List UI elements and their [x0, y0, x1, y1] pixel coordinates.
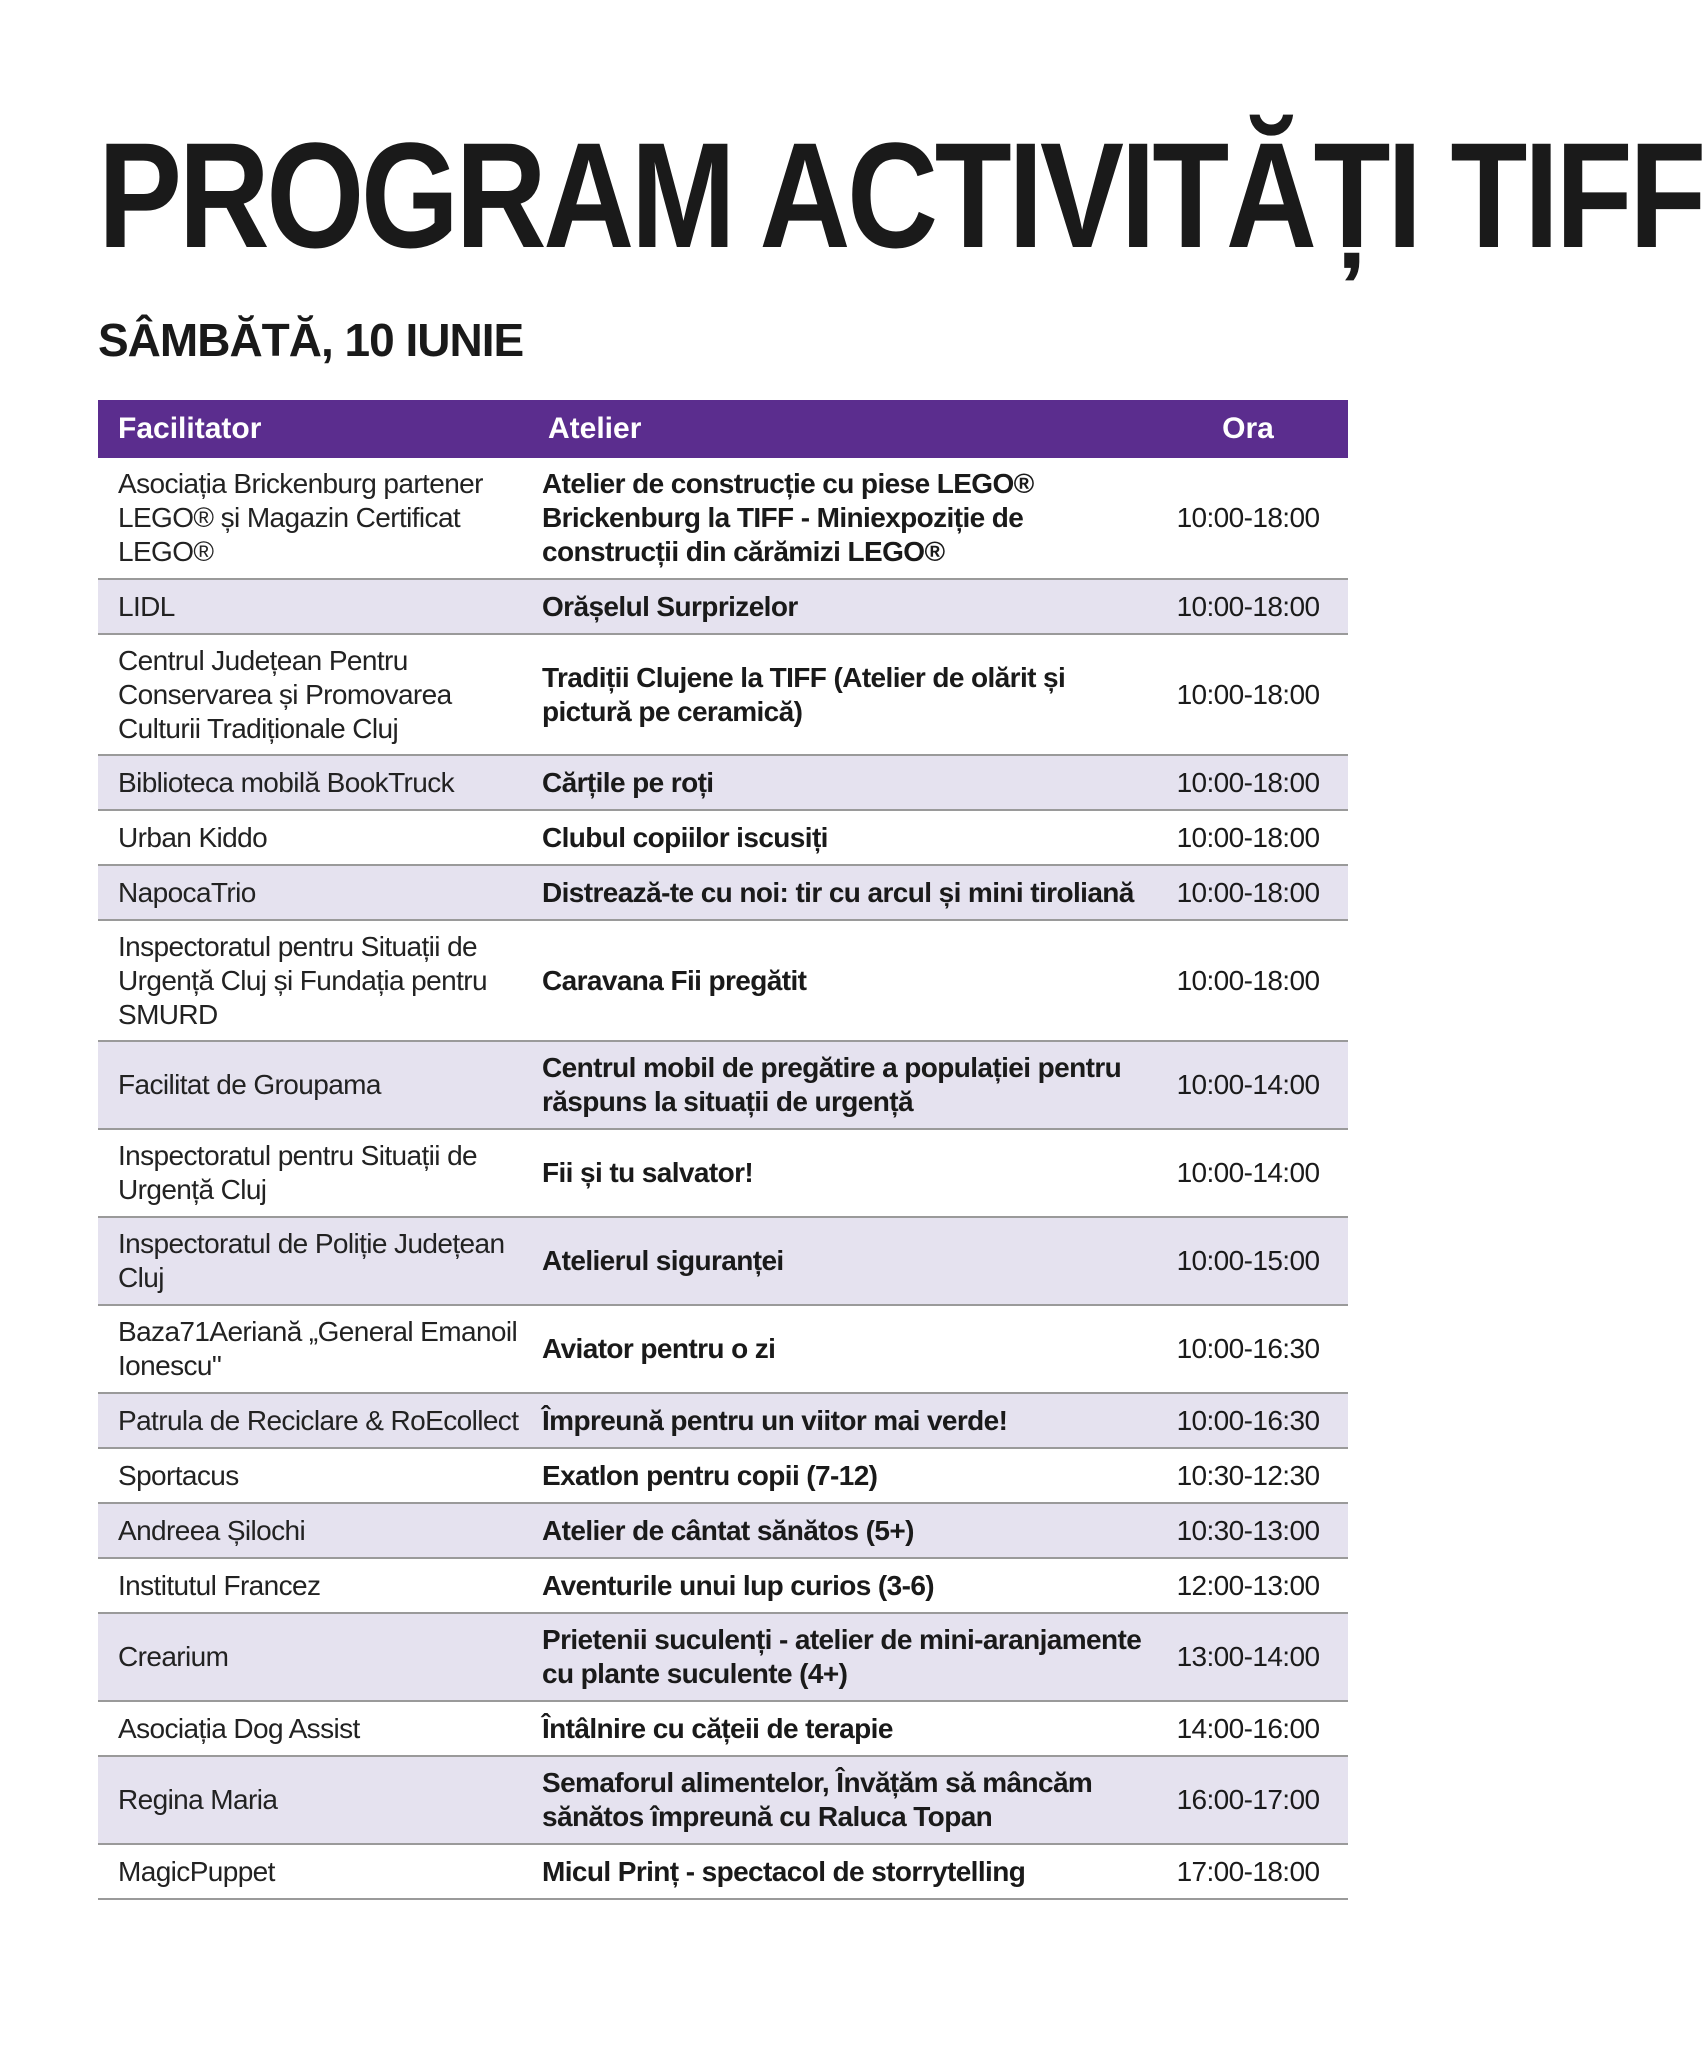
table-row — [98, 920, 1348, 1041]
table-row — [98, 755, 1348, 810]
time-cell: 10:00-18:00 — [1148, 755, 1348, 810]
atelier-cell: Prietenii suculenți - atelier de mini-aranjamente cu plante suculente (4+) — [528, 1613, 1148, 1701]
table-row — [98, 1448, 1348, 1503]
time-cell: 10:00-15:00 — [1148, 1217, 1348, 1305]
table-row — [98, 1701, 1348, 1756]
table-row — [98, 1613, 1348, 1701]
atelier-cell: Întâlnire cu cățeii de terapie — [528, 1701, 1148, 1756]
facilitator-cell: Andreea Șilochi — [98, 1503, 528, 1558]
facilitator-cell: LIDL — [98, 579, 528, 634]
atelier-cell: Distrează-te cu noi: tir cu arcul și mini tiroliană — [528, 865, 1148, 920]
facilitator-cell: Inspectoratul de Poliție Județean Cluj — [98, 1217, 528, 1305]
time-cell: 10:00-14:00 — [1148, 1041, 1348, 1129]
atelier-cell: Aviator pentru o zi — [528, 1305, 1148, 1393]
table-row — [98, 1503, 1348, 1558]
atelier-cell: Caravana Fii pregătit — [528, 920, 1148, 1041]
table-row — [98, 1756, 1348, 1844]
atelier-cell: Centrul mobil de pregătire a populației pentru răspuns la situații de urgență — [528, 1041, 1148, 1129]
time-cell: 10:00-16:30 — [1148, 1393, 1348, 1448]
table-row — [98, 1217, 1348, 1305]
time-cell: 10:30-12:30 — [1148, 1448, 1348, 1503]
facilitator-cell: Asociația Brickenburg partener LEGO® și Magazin Certificat LEGO® — [98, 458, 528, 579]
time-cell: 10:00-18:00 — [1148, 865, 1348, 920]
facilitator-cell: Inspectoratul pentru Situații de Urgență Cluj și Fundația pentru SMURD — [98, 920, 528, 1041]
page-title: PROGRAM ACTIVITĂȚI TIFF — [98, 111, 1703, 279]
time-cell: 10:00-18:00 — [1148, 810, 1348, 865]
facilitator-cell: Facilitat de Groupama — [98, 1041, 528, 1129]
time-cell: 16:00-17:00 — [1148, 1756, 1348, 1844]
atelier-cell: Fii și tu salvator! — [528, 1129, 1148, 1217]
time-cell: 13:00-14:00 — [1148, 1613, 1348, 1701]
facilitator-cell: Urban Kiddo — [98, 810, 528, 865]
time-cell: 14:00-16:00 — [1148, 1701, 1348, 1756]
table-row — [98, 1393, 1348, 1448]
facilitator-cell: Crearium — [98, 1613, 528, 1701]
table-row — [98, 1129, 1348, 1217]
facilitator-cell: Sportacus — [98, 1448, 528, 1503]
schedule-table — [98, 400, 1348, 1900]
atelier-cell: Cărțile pe roți — [528, 755, 1148, 810]
facilitator-cell: Baza71Aeriană „General Emanoil Ionescu" — [98, 1305, 528, 1393]
facilitator-cell: Patrula de Reciclare & RoEcollect — [98, 1393, 528, 1448]
atelier-cell: Clubul copiilor iscusiți — [528, 810, 1148, 865]
time-cell: 10:00-18:00 — [1148, 920, 1348, 1041]
table-row — [98, 1558, 1348, 1613]
atelier-cell: Tradiții Clujene la TIFF (Atelier de olărit și pictură pe ceramică) — [528, 634, 1148, 755]
time-cell: 12:00-13:00 — [1148, 1558, 1348, 1613]
column-header-facilitator: Facilitator — [118, 412, 262, 445]
table-row — [98, 1305, 1348, 1393]
table-row — [98, 634, 1348, 755]
table-row — [98, 810, 1348, 865]
time-cell: 17:00-18:00 — [1148, 1844, 1348, 1899]
atelier-cell: Aventurile unui lup curios (3-6) — [528, 1558, 1148, 1613]
atelier-cell: Exatlon pentru copii (7-12) — [528, 1448, 1148, 1503]
atelier-cell: Semaforul alimentelor, Învățăm să mâncăm sănătos împreună cu Raluca Topan — [528, 1756, 1148, 1844]
facilitator-cell: Regina Maria — [98, 1756, 528, 1844]
date-heading: SÂMBĂTĂ, 10 IUNIE — [98, 314, 524, 366]
table-header-row — [98, 400, 1348, 458]
table-row — [98, 1844, 1348, 1899]
time-cell: 10:30-13:00 — [1148, 1503, 1348, 1558]
table-row — [98, 579, 1348, 634]
atelier-cell: Micul Prinț - spectacol de storrytelling — [528, 1844, 1148, 1899]
facilitator-cell: Centrul Județean Pentru Conservarea și Promovarea Culturii Tradiționale Cluj — [98, 634, 528, 755]
table-row — [98, 458, 1348, 579]
facilitator-cell: Institutul Francez — [98, 1558, 528, 1613]
facilitator-cell: Inspectoratul pentru Situații de Urgență Cluj — [98, 1129, 528, 1217]
column-header-atelier: Atelier — [548, 412, 642, 445]
atelier-cell: Atelier de construcție cu piese LEGO® Brickenburg la TIFF - Miniexpoziție de construcții din cărămizi LEGO® — [528, 458, 1148, 579]
time-cell: 10:00-14:00 — [1148, 1129, 1348, 1217]
table-row — [98, 865, 1348, 920]
facilitator-cell: NapocaTrio — [98, 865, 528, 920]
time-cell: 10:00-18:00 — [1148, 634, 1348, 755]
time-cell: 10:00-18:00 — [1148, 579, 1348, 634]
atelier-cell: Atelierul siguranței — [528, 1217, 1148, 1305]
atelier-cell: Orășelul Surprizelor — [528, 579, 1148, 634]
atelier-cell: Împreună pentru un viitor mai verde! — [528, 1393, 1148, 1448]
atelier-cell: Atelier de cântat sănătos (5+) — [528, 1503, 1148, 1558]
facilitator-cell: Asociația Dog Assist — [98, 1701, 528, 1756]
column-header-ora: Ora — [1222, 412, 1274, 445]
table-row — [98, 1041, 1348, 1129]
facilitator-cell: Biblioteca mobilă BookTruck — [98, 755, 528, 810]
facilitator-cell: MagicPuppet — [98, 1844, 528, 1899]
time-cell: 10:00-18:00 — [1148, 458, 1348, 579]
time-cell: 10:00-16:30 — [1148, 1305, 1348, 1393]
